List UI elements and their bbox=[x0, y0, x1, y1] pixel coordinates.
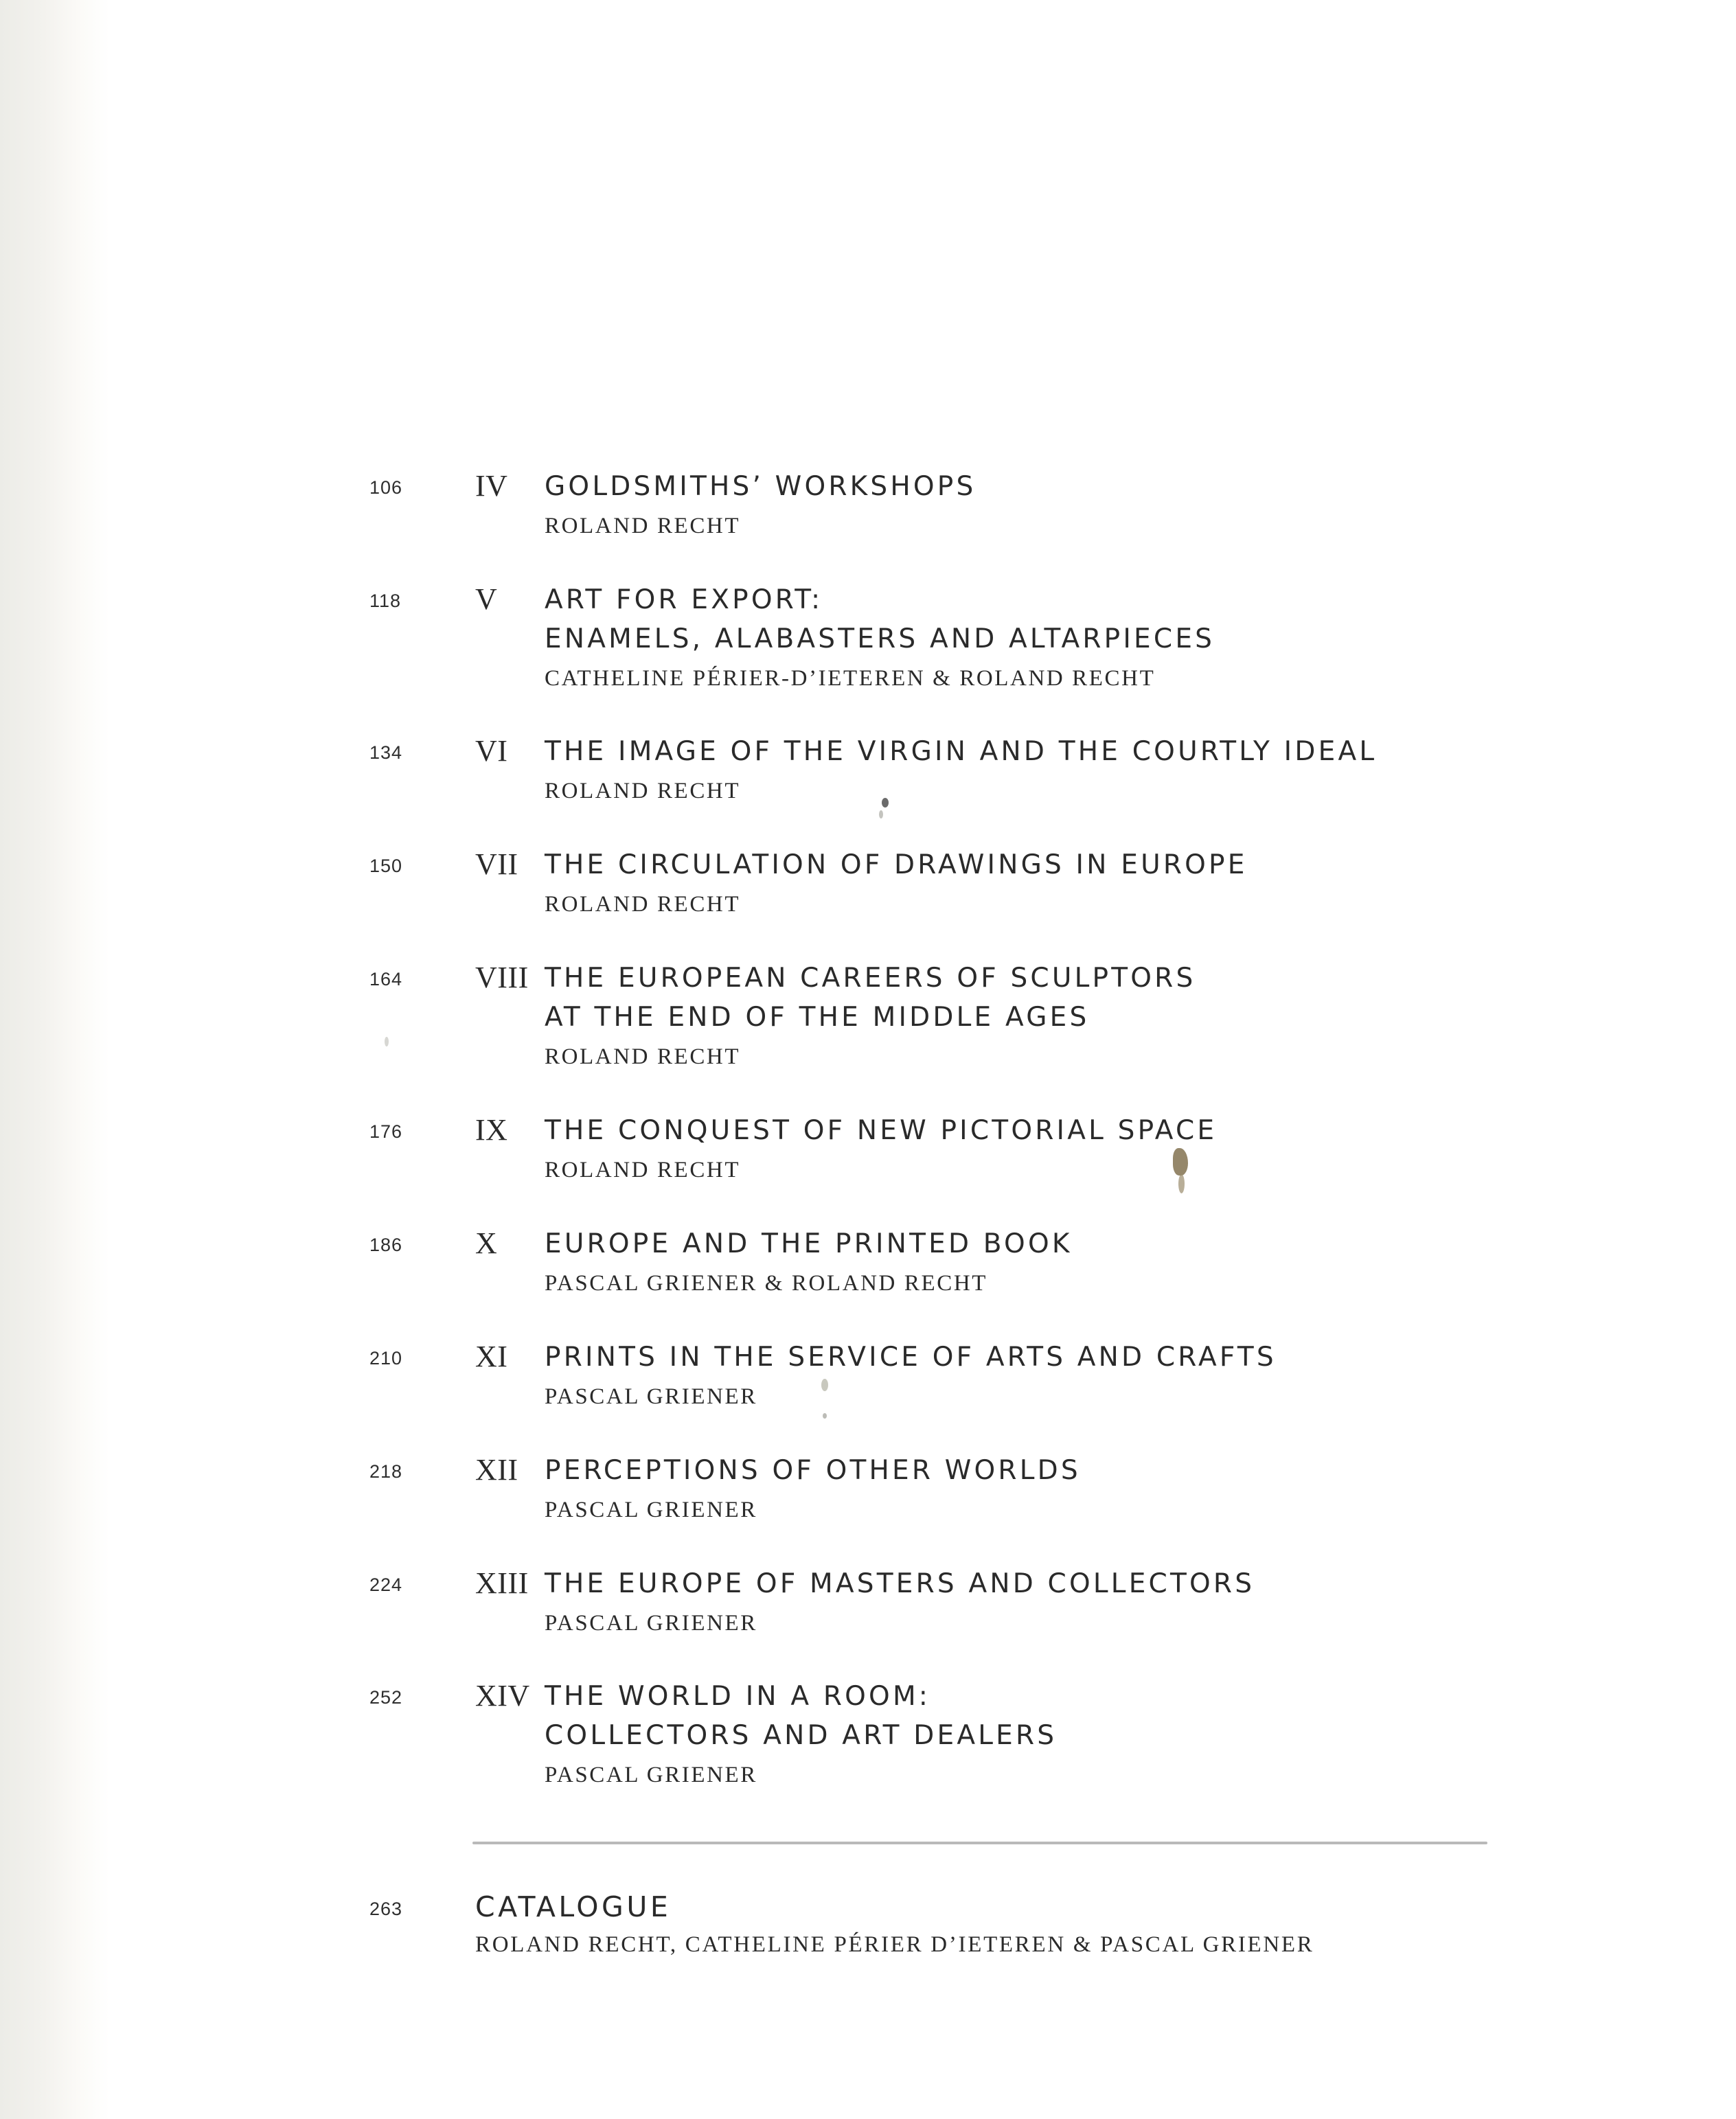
page-number: 252 bbox=[369, 1687, 403, 1708]
page-number: 118 bbox=[369, 591, 402, 611]
chapter-numeral: XII bbox=[475, 1453, 518, 1487]
paper-speck bbox=[879, 810, 883, 818]
chapter-numeral: XIV bbox=[475, 1679, 530, 1713]
chapter-numeral: XIII bbox=[475, 1566, 529, 1600]
chapter-author: ROLAND RECHT bbox=[545, 1158, 741, 1182]
paper-stain bbox=[1173, 1148, 1188, 1176]
chapter-title: PERCEPTIONS OF OTHER WORLDS bbox=[545, 1455, 1081, 1486]
paper-speck bbox=[821, 1379, 828, 1391]
chapter-title-line-2: COLLECTORS AND ART DEALERS bbox=[545, 1720, 1058, 1751]
page-number: 106 bbox=[369, 477, 403, 498]
chapter-title-line-1: THE EUROPEAN CAREERS OF SCULPTORS bbox=[545, 963, 1196, 994]
chapter-author: ROLAND RECHT bbox=[545, 892, 741, 917]
chapter-title-line-1: THE WORLD IN A ROOM: bbox=[545, 1681, 931, 1712]
page-number: 150 bbox=[369, 856, 403, 876]
page-number: 224 bbox=[369, 1574, 403, 1595]
page-number: 186 bbox=[369, 1235, 403, 1255]
paper-speck bbox=[882, 798, 889, 807]
chapter-numeral: X bbox=[475, 1226, 498, 1260]
chapter-author: PASCAL GRIENER bbox=[545, 1763, 757, 1787]
chapter-author: ROLAND RECHT bbox=[545, 1044, 741, 1069]
paper-speck bbox=[385, 1037, 389, 1046]
chapter-numeral: VIII bbox=[475, 961, 529, 994]
chapter-numeral: VII bbox=[475, 847, 518, 881]
chapter-title: GOLDSMITHS’ WORKSHOPS bbox=[545, 471, 976, 502]
chapter-author: PASCAL GRIENER bbox=[545, 1611, 757, 1636]
page-number: 134 bbox=[369, 742, 403, 763]
chapter-author: CATHELINE PÉRIER-D’IETEREN & ROLAND RECHT bbox=[545, 666, 1156, 691]
chapter-title: THE CIRCULATION OF DRAWINGS IN EUROPE bbox=[545, 849, 1248, 880]
page-number: 218 bbox=[369, 1461, 403, 1482]
page-number: 164 bbox=[369, 969, 403, 989]
paper-speck bbox=[823, 1413, 827, 1419]
chapter-author: PASCAL GRIENER bbox=[545, 1498, 757, 1522]
chapter-numeral: IX bbox=[475, 1113, 508, 1147]
chapter-numeral: XI bbox=[475, 1340, 508, 1373]
catalogue-authors: ROLAND RECHT, CATHELINE PÉRIER D’IETEREN & PASCAL GRIENER bbox=[475, 1932, 1314, 1957]
chapter-numeral: IV bbox=[475, 469, 508, 503]
chapter-title: THE IMAGE OF THE VIRGIN AND THE COURTLY IDEAL bbox=[545, 736, 1378, 767]
chapter-author: ROLAND RECHT bbox=[545, 514, 741, 538]
catalogue-title: CATALOGUE bbox=[475, 1890, 672, 1923]
chapter-title: EUROPE AND THE PRINTED BOOK bbox=[545, 1228, 1073, 1259]
chapter-title: THE EUROPE OF MASTERS AND COLLECTORS bbox=[545, 1568, 1255, 1599]
chapter-author: ROLAND RECHT bbox=[545, 779, 741, 803]
chapter-title-line-2: ENAMELS, ALABASTERS AND ALTARPIECES bbox=[545, 623, 1215, 654]
section-divider bbox=[472, 1842, 1487, 1844]
chapter-numeral: VI bbox=[475, 734, 508, 768]
chapter-author: PASCAL GRIENER bbox=[545, 1384, 757, 1409]
chapter-author: PASCAL GRIENER & ROLAND RECHT bbox=[545, 1271, 988, 1296]
chapter-title-line-1: ART FOR EXPORT: bbox=[545, 584, 823, 615]
paper-stain bbox=[1178, 1174, 1185, 1193]
chapter-title: THE CONQUEST OF NEW PICTORIAL SPACE bbox=[545, 1115, 1218, 1146]
chapter-title: PRINTS IN THE SERVICE OF ARTS AND CRAFTS bbox=[545, 1342, 1277, 1373]
page-number: 263 bbox=[369, 1899, 403, 1919]
page-number: 176 bbox=[369, 1121, 403, 1142]
chapter-numeral: V bbox=[475, 582, 498, 616]
page-number: 210 bbox=[369, 1348, 403, 1368]
chapter-title-line-2: AT THE END OF THE MIDDLE AGES bbox=[545, 1002, 1090, 1033]
